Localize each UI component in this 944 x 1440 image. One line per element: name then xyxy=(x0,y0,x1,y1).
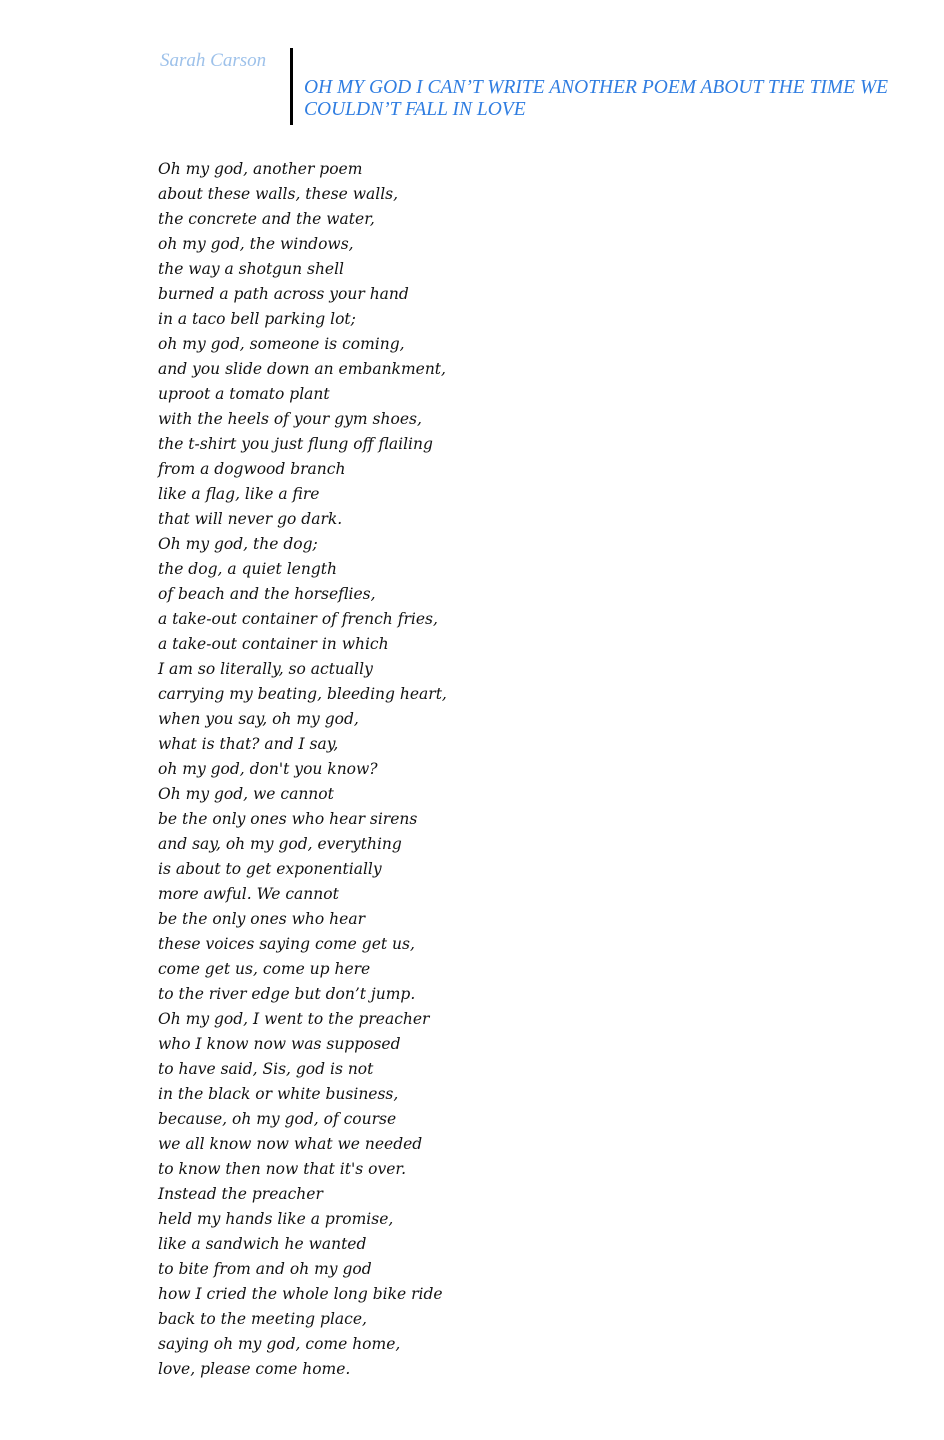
poem-line: Oh my god, the dog; xyxy=(158,535,318,553)
poem-line: that will never go dark. xyxy=(158,510,343,528)
poem-line: uproot a tomato plant xyxy=(158,385,330,403)
poem-line: with the heels of your gym shoes, xyxy=(158,410,422,428)
poem-line: back to the meeting place, xyxy=(158,1310,367,1328)
poem-line: in the black or white business, xyxy=(158,1085,399,1103)
poem-line: oh my god, don't you know? xyxy=(158,760,378,778)
poem-line: Oh my god, I went to the preacher xyxy=(158,1010,430,1028)
poem-line: Instead the preacher xyxy=(158,1185,323,1203)
poem-line: love, please come home. xyxy=(158,1360,351,1378)
poem-line: like a flag, like a fire xyxy=(158,485,320,503)
poem-line: these voices saying come get us, xyxy=(158,935,415,953)
poem-line: in a taco bell parking lot; xyxy=(158,310,356,328)
poem-line: is about to get exponentially xyxy=(158,860,382,878)
poem-line: saying oh my god, come home, xyxy=(158,1335,401,1353)
poem-line: more awful. We cannot xyxy=(158,885,339,903)
poem-line: from a dogwood branch xyxy=(158,460,346,478)
poem-line: and you slide down an embankment, xyxy=(158,360,446,378)
poem-line: be the only ones who hear sirens xyxy=(158,810,418,828)
poem-line: to have said, Sis, god is not xyxy=(158,1060,374,1078)
poem-line: oh my god, someone is coming, xyxy=(158,335,405,353)
poem-line: I am so literally, so actually xyxy=(158,660,373,678)
poem-line: the t-shirt you just flung off flailing xyxy=(158,435,433,453)
poem-line: the concrete and the water, xyxy=(158,210,375,228)
poem-line: to the river edge but don’t jump. xyxy=(158,985,416,1003)
poem-line: and say, oh my god, everything xyxy=(158,835,402,853)
poem-line: come get us, come up here xyxy=(158,960,371,978)
poem-line: of beach and the horseflies, xyxy=(158,585,376,603)
poem-line: oh my god, the windows, xyxy=(158,235,354,253)
poem-line: to bite from and oh my god xyxy=(158,1260,372,1278)
poem-line: the way a shotgun shell xyxy=(158,260,345,278)
poem-line: Oh my god, we cannot xyxy=(158,785,334,803)
poem-line: Oh my god, another poem xyxy=(158,160,363,178)
author-name: Sarah Carson xyxy=(160,50,267,71)
poem-line: a take-out container in which xyxy=(158,635,389,653)
poem-line: like a sandwich he wanted xyxy=(158,1235,367,1253)
poem-title: OH MY GOD I CAN’T WRITE ANOTHER POEM ABOUT THE TIME WE COULDN’T FALL IN LOVE xyxy=(304,77,889,120)
poem-line: who I know now was supposed xyxy=(158,1035,401,1053)
poem-line: be the only ones who hear xyxy=(158,910,365,928)
poem-line: when you say, oh my god, xyxy=(158,710,359,728)
poem-line: burned a path across your hand xyxy=(158,285,409,303)
poem-line: how I cried the whole long bike ride xyxy=(158,1285,443,1303)
poem-line: we all know now what we needed xyxy=(158,1135,423,1153)
poem-line: a take-out container of french fries, xyxy=(158,610,438,628)
poem-line: because, oh my god, of course xyxy=(158,1110,397,1128)
poem-line: the dog, a quiet length xyxy=(158,560,337,578)
poem-line: what is that? and I say, xyxy=(158,735,339,753)
poem-line: about these walls, these walls, xyxy=(158,185,399,203)
poem-line: to know then now that it's over. xyxy=(158,1160,407,1178)
header-divider xyxy=(290,48,293,125)
poem-line: carrying my beating, bleeding heart, xyxy=(158,685,447,703)
poem-line: held my hands like a promise, xyxy=(158,1210,394,1228)
poem-body xyxy=(158,157,447,1382)
